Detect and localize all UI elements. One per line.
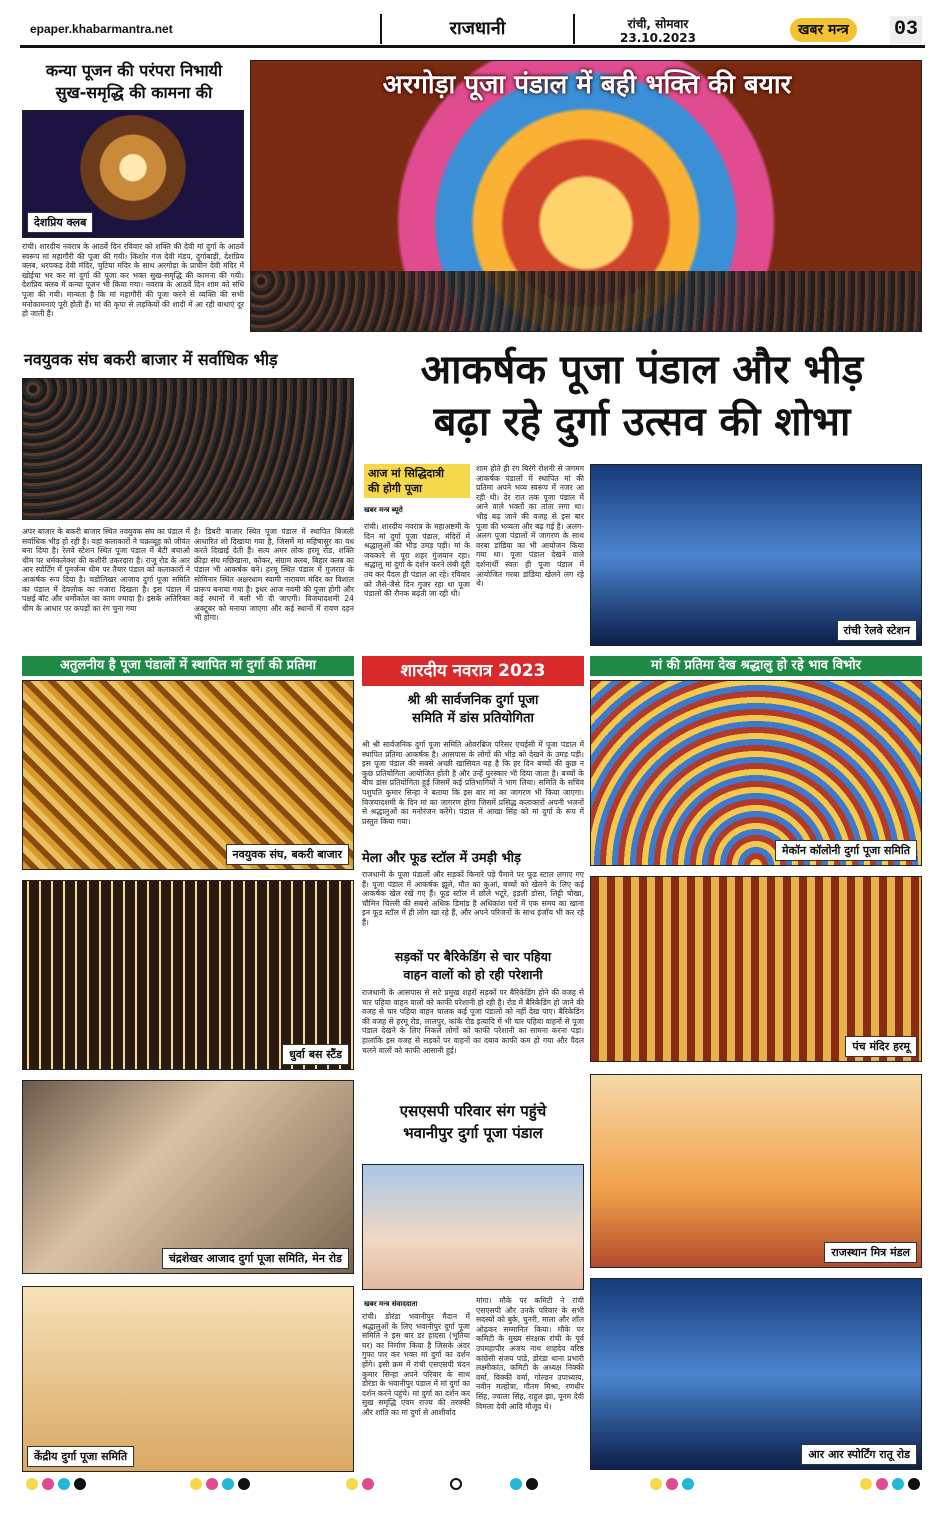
center-h1-line2: समिति में डांस प्रतियोगिता	[412, 711, 534, 726]
dot-icon	[650, 1478, 662, 1490]
center-photo	[362, 1164, 584, 1290]
right-photo-4	[590, 1278, 922, 1470]
page-header	[20, 14, 925, 48]
place-day: रांची, सोमवार	[627, 17, 689, 31]
center-headline-2: मेला और फूड स्टॉल में उमड़ी भीड़	[362, 851, 521, 866]
main-title-line2: बढ़ा रहे दुर्गा उत्सव की शोभा	[433, 399, 851, 445]
dot-icon	[510, 1478, 522, 1490]
right-band: मां की प्रतिमा देख श्रद्धालु हो रहे भाव विभोर	[590, 656, 922, 676]
story1-photo	[22, 110, 244, 238]
banner-title: अरगोड़ा पूजा पंडाल में बही भक्ति की बयार	[382, 70, 792, 100]
dot-icon	[58, 1478, 70, 1490]
crosshair-icon	[450, 1478, 462, 1490]
center-headline-3	[362, 948, 584, 984]
right-caption-3: राजस्थान मित्र मंडल	[824, 1242, 917, 1263]
left-caption-4: केंद्रीय दुर्गा पूजा समिति	[27, 1446, 134, 1467]
main-title-line1: आकर्षक पूजा पंडाल और भीड़	[420, 347, 864, 393]
dot-icon	[238, 1478, 250, 1490]
dot-icon	[26, 1478, 38, 1490]
right-photo-3	[590, 1074, 922, 1268]
story1-title-line2: सुख-समृद्धि की कामना की	[55, 83, 213, 102]
story2-title: नवयुवक संघ बकरी बाजार में सर्वाधिक भीड़	[24, 350, 278, 369]
center-h1-line1: श्री श्री सार्वजनिक दुर्गा पूजा	[407, 693, 539, 708]
story1-title-line1: कन्या पूजन की परंपरा निभायी	[45, 61, 223, 80]
main-body-col1: रांची। शारदीय नवरात्र के महाअष्टमी के दिन मां दुर्गा पूजा पंडाल, मंदिरों में श्रद्धालुओं की भीड़ उमड़ पड़ी। मां के जयकारे से पूरा शहर गुंजयान रहा। श्रद्धालु मां दुर्गा के दर्शन करने लंबी दूरी तय कर पैदल ही पंडाल आ रहे। रविवार को जैसे-जैसे दिन गुजर रहा था पूजा पंडालों की रौनक बढ़ती जा रही थी।	[364, 522, 470, 599]
date: 23.10.2023	[620, 31, 696, 45]
center-body-4: रांची। डोरंडा भवानीपुर मैदान में श्रद्धालुओं के लिए भवानीपुर दुर्गा पूजा समिति ने इस बार डर हादसा (भूतिया घर) का निर्माण किया है जिसके अंदर गुफा पार कर भक्त मां दुर्गा का दर्शन होंगे। इसी क्रम में रांची एसएसपी चंदन कुमार सिन्हा अपने परिवार के साथ डोरंडा के भवानीपुर पंडाल में मां दुर्गा का दर्शन करने पहुंचे। मां दुर्गा का दर्शन कर सुख समृद्धि एवम राज्य की तरक्की और शांति का मां दुर्गा से आशीर्वाद	[362, 1312, 470, 1417]
section-title: राजधानी	[380, 14, 575, 44]
center-body-2: राजधानी के पूजा पंडालों और सड़कों किनारे पड़े पैमाने पर फूड स्टाल लगाए गए हैं। पूजा पंडाल में आकर्षक झूले, मौत का कुआं, बच्चों को खेलने के लिए कई आकर्षक खेल रखे गए हैं। फूड स्टॉल में छोले भटूरे, इडली डोसा, लिट्टी चोखा, चौमिन चिल्ली की सबसे अधिक डिमांड है अधिकांश घरों में एक समय का खाना इन फूड स्टॉल में ही लोग खा रहे हैं, और अपने परिजनों के साथ इंजॉय भी कर रहे हैं।	[362, 870, 584, 927]
dot-icon	[666, 1478, 678, 1490]
story1-body: रांची। शारदीय नवरात्र के आठवें दिन रविवार को शक्ति की देवी मां दुर्गा के आठवें स्वरूप मां महागौरी की पूजा की गयी। किशोर गंज देवी मंडप, दुर्गाबाड़ी, देशप्रिय क्लब, धरपकड़ देवी मंदिर, चुटिया मंदिर के साथ अरगोड़ा के प्राचीन देवी मंदिर में खोईचा भर कर मां दुर्गा की पूजा कर भक्त सुख-समृद्धि की कामना की गयी। देशप्रिय क्लब में कन्या पूजन भी किया गया। नवरात्र के आठवें दिन शाम को संधि पूजा की गयी। मान्यता है कि मां महागौरी की पूजा करने से व्यक्ति की सभी मनोकामनाएं पूरी होती हैं। मां की कृपा से लड़कियों की शादी में आ रही बाधाएं दूर हो जाती हैं।	[22, 242, 244, 319]
right-caption-4: आर आर स्पोर्टिंग रातू रोड	[801, 1444, 917, 1465]
story1-headline	[24, 60, 244, 104]
left-caption-3: चंद्रशेखर आजाद दुर्गा पूजा समिति, मेन रोड	[162, 1248, 349, 1269]
center-headline-1	[362, 692, 584, 728]
center-headline-4	[362, 1100, 584, 1144]
center-byline: खबर मन्त्र संवाददाता	[364, 1300, 418, 1308]
center-h4-line2: भवानीपुर दुर्गा पूजा पंडाल	[403, 1124, 543, 1142]
site-url[interactable]: epaper.khabarmantra.net	[30, 22, 173, 36]
left-band: अतुलनीय है पूजा पंडालों में स्थापित मां दुर्गा की प्रतिमा	[22, 656, 354, 676]
right-photo-2	[590, 876, 922, 1062]
left-photo-1	[22, 680, 354, 870]
left-caption-1: नवयुवक संघ, बकरी बाजार	[226, 844, 350, 865]
kicker-line2: की होगी पूजा	[368, 482, 422, 495]
main-kicker	[364, 464, 470, 498]
main-photo	[590, 464, 922, 646]
dot-icon	[222, 1478, 234, 1490]
dot-icon	[362, 1478, 374, 1490]
crowd-graphic	[251, 271, 922, 332]
center-h3-line2: वाहन वालों को हो रही परेशानी	[403, 967, 543, 982]
dot-icon	[876, 1478, 888, 1490]
right-caption-2: पंच मंदिर हरमू	[845, 1036, 917, 1057]
banner-photo	[250, 60, 922, 332]
left-photo-3	[22, 1080, 354, 1274]
dot-icon	[190, 1478, 202, 1490]
main-byline: खबर मन्त्र ब्यूरो	[364, 506, 403, 514]
story1-caption: देशप्रिय क्लब	[27, 212, 93, 233]
dot-icon	[908, 1478, 920, 1490]
brand-logo	[790, 18, 857, 42]
main-caption: रांची रेलवे स्टेशन	[837, 620, 917, 641]
dot-icon	[206, 1478, 218, 1490]
main-body-col2: शाम होते ही रंग बिरंगे रोशनी से जगमग आकर्षक पंडालों में स्थापित मां की प्रतिमा अपने भव्य स्वरूप में नजर आ रही थी। देर रात तक पूजा पंडाल में आने वाले भक्तों का तांता लगा था। भीड़ बढ़ जाने की वजह से इस बार पूजा की भव्यता और बढ़ गई है। अलग-अलग पूजा पंडालों में जागरण के साथ वरबा डांडिया का भी आयोजन किया गया था। पूजा पंडाल देखने वाले दर्शनार्थी स्वतः ही पूजा पंडाल में आयोजित गरबा डांडिया खेलने लग रहे थे।	[476, 464, 584, 589]
center-body-3: राजधानी के आसपास से सटे प्रमुख शहरों सड़कों पर बैरिकेडिंग होने की वजह से चार पहिया वाहन वालों को काफी परेशानी हो रही है। रोड में बैरिकेडिंग हो जाने की वजह से चार पहिया वाहन चालक कई पूजा पंडालों को नहीं देख पाए। बैरिकेडिंग की वजह से हरमू रोड, लालपुर, कांके रोड इत्यादि में भी चार पहिया वाहनों से पूजा पंडाल देखने के लिए निकले लोगों को काफी परेशानी का सामना करना पड़ा। हालांकि इस वजह से सड़कों पर वाहनों का दबाव काफी कम हो गया और पैदल चलने वालों को काफी आसानी हुई।	[362, 988, 584, 1055]
dot-icon	[860, 1478, 872, 1490]
story2-body-col2: है। डिबरी बाजार स्थित पूजा पंडाल में स्थापित बिजली आधारित शो दिखाया गया है, जिसमें मां महिषासुर का वध करते दिखाई देती हैं। सत्य अमर लोक हरमू रोड, शक्ति क्रीड़ा संघ मछिखाना, कोकर, संग्राम क्लब, बिहार क्लब का पंडाल भी आकर्षक बने। हरमू स्थित पंडाल में गुजरात के सोमिनार स्थित अक्षरधाम स्वामी नारायण मंदिर का विशाल प्रारूप बनाया गया है। इधर आज नवमी की पूजा होगी और कई स्थानों में बली भी दी जाएगी। विजयादशमी 24 अक्टूबर को मनाया जाएगा और कई स्थानों में रावण दहन भी होगा।	[194, 527, 354, 623]
left-caption-2: धुर्वा बस स्टैंड	[282, 1044, 349, 1065]
dot-icon	[892, 1478, 904, 1490]
center-h4-line1: एसएसपी परिवार संग पहुंचे	[399, 1102, 547, 1120]
center-h3-line1: सड़कों पर बैरिकेडिंग से चार पहिया	[394, 949, 552, 964]
main-headline	[362, 344, 922, 448]
left-photo-4	[22, 1286, 354, 1472]
dot-icon	[74, 1478, 86, 1490]
story2-photo	[22, 378, 354, 520]
dot-icon	[42, 1478, 54, 1490]
dot-icon	[346, 1478, 358, 1490]
right-caption-1: मेकॉन कॉलोनी दुर्गा पूजा समिति	[775, 840, 917, 861]
logo-text: खबर मन्त्र	[798, 22, 849, 38]
right-photo-1	[590, 680, 922, 866]
story2-body-col1: अपर बाजार के बकरी बाजार स्थित नवयुवक संघ का पंडाल में सर्वाधिक भीड़ हो रही है। यहां कलाकारों ने चक्रव्यूह को जीवंत बना दिया है। रेलवे स्टेशन स्थित पूजा पंडाल में बेटी बचाओ थीम पर धर्मकलेक्श की कशीरी उकरदारा है। राजू रोड के आर आर स्पोर्टिंग में पुनर्जन्म थीम पर तैयार पंडाल को कलाकारों ने आकर्षक रूप दिया है। चडोलिखर आजाद दुर्गा पूजा समिति का पंडाल में देवलोक का नजारा दिखता है। इस पंडाल में पक्षई बॉट और थर्मोकोल का काम ज्यादा है। इसके अतिरिक्त थीम के आधार पर कपड़ों का रंग चुना गया	[22, 527, 190, 613]
left-photo-2	[22, 880, 354, 1070]
center-body-1: श्री श्री सार्वजनिक दुर्गा पूजा समिति ओवरब्रिज परिसर एचईसी में पूजा पंडाल में स्थापित प्रतिमा आकर्षक है। आसपास के लोगों की भीड़ को देखने के उमड़ पड़ी। इस पूजा पंडाल की सबसे अच्छी खासियत यह है कि हर दिन बच्चों की कुछ न कुछ प्रतियोगिता आयोजित होती है और उन्हें पुरस्कार भी दिया जाता है। बच्चों के बीच डांस प्रतियोगिता हुई जिसमें कई प्रतिभागियों ने भाग लिया। समिति के सचिव पशुपति कुमार सिन्हा ने बताया कि इस बार मां का जागरण भी किया जाएगा। विजयादशमी के दिन मां का जागरण होगा जिसमें प्रसिद्ध कलाकारों अपनी भजनों से श्रद्धालुओं का मनोरंजन करेंगे। पंडाल में आखा सिंह को मां दुर्गा के रूप में प्रस्तुत किया गया।	[362, 740, 584, 826]
page-number: 03	[890, 16, 922, 44]
center-band: शारदीय नवरात्र 2023	[362, 656, 584, 686]
dateline	[620, 17, 696, 45]
print-registration-marks	[20, 1478, 925, 1490]
kicker-line1: आज मां सिद्धिदात्री	[368, 467, 445, 480]
center-body-5: मांगा। मौके पर कमिटी ने रांची एसएसपी और उनके परिवार के सभी सदस्यों को बुके, चुनरी, माला और शॉल ओढ़कर सम्मानित किया। मौके पर कमिटी के मुख्य संरक्षक रांची के पूर्व उपमहापौर अजय नाथ शाहदेव वरिष्ठ कांग्रेसी संजय पांडे, डोरंडा थाना प्रभारी लक्ष्मीकांत, कमिटी के अध्यक्ष निक्की वर्मा, विक्की वर्मा, गोल्डन उपाध्याय, नवीन मल्होत्रा, गौतम मिश्रा, रणधीर सिंह, ज्वाला सिंह, राहुल झा, पूनम देवी विमला देवी आदि मौजूद थे।	[476, 1296, 584, 1411]
dot-icon	[682, 1478, 694, 1490]
dot-icon	[526, 1478, 538, 1490]
